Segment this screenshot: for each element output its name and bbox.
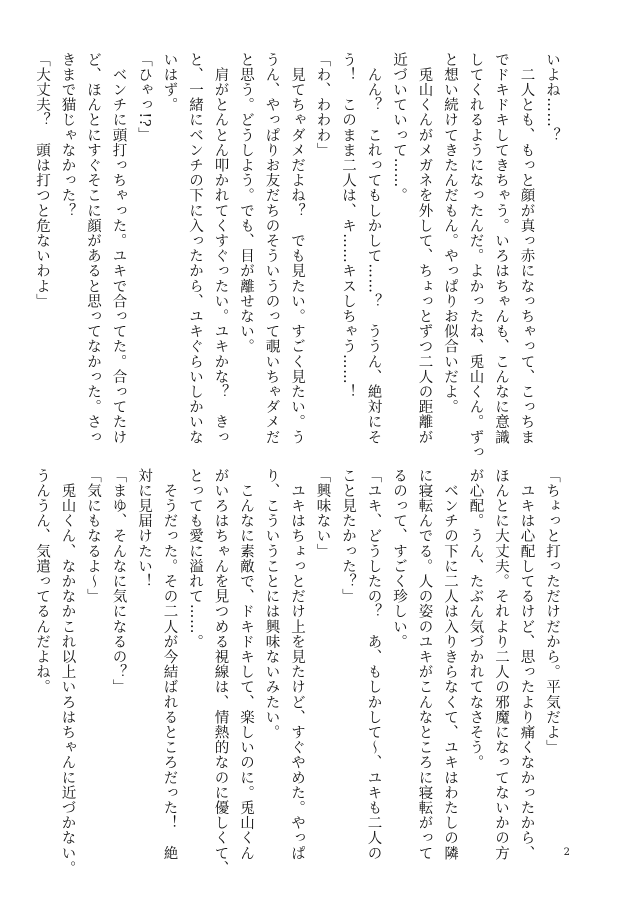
text-line: 「まゆ、そんなに気になるの？」 — [110, 468, 127, 695]
text-line: と想い続けてきたんだもん。やっぱりお似合いだよ。 — [442, 52, 458, 415]
text-line: とっても愛に溢れて……。 — [187, 468, 203, 650]
text-line: 兎山くんがメガネを外して、ちょっとずつ二人の距離が — [416, 52, 433, 445]
text-line: んん？ これってもしかして……？ ううん、絶対にそ — [365, 52, 382, 445]
text-line: こんなに素敵で、ドキドキして、楽しいのに。兎山くん — [238, 468, 254, 861]
page-number: 2 — [563, 847, 570, 858]
text-line: うん、やっぱりお友だちのそういうのって覗いちゃダメだ — [263, 52, 280, 445]
text-line: 「ひゃっ!?」 — [136, 52, 152, 143]
text-line: ほんとに大丈夫。それより二人の邪魔になってないかの方 — [493, 468, 509, 861]
text-line: でドキドキしてきちゃう。いろはちゃんも、こんなに意識 — [493, 52, 509, 445]
text-line: う！ このまま二人は、キ……キスしちゃう……！ — [340, 52, 356, 400]
text-line: がいろはちゃんを見つめる視線は、情熱的なのに優しくて、 — [212, 468, 229, 876]
text-line: と、一緒にベンチの下に入ったから、ユキぐらいしかいな — [187, 52, 203, 445]
text-line: 「大丈夫？ 頭は打つと危ないわよ」 — [34, 52, 50, 309]
upper-text-block — [29, 52, 565, 460]
text-line: きまで猫じゃなかった？ — [59, 52, 76, 219]
text-line: り、こういうことには興味ないみたい。 — [263, 468, 280, 740]
text-line: 二人とも、もっと顔が真っ赤になっちゃって、こっちま — [518, 52, 535, 445]
text-line: と思う。どうしよう。でも、目が離せない。 — [238, 52, 254, 354]
text-line: ユキはちょっとだけ上を見たけど、すぐやめた。やっぱ — [289, 468, 305, 861]
text-line: 見てちゃダメだよね？ でも見たい。すごく見たい。う — [289, 52, 305, 445]
text-line: 肩がとんとん叩かれてくすぐったい。ユキかな？ きっ — [212, 52, 229, 445]
text-line: ユキは心配してるけど、思ったより痛くなかったから、 — [518, 468, 535, 861]
text-line: に寝転んでる。人の姿のユキがこんなところに寝転がって — [416, 468, 433, 861]
text-line: ベンチの下に二人は入りきらなくて、ユキはわたしの隣 — [442, 468, 458, 861]
text-line: してくれるようになったんだ。よかったね、兎山くん。ずっ — [467, 52, 484, 460]
text-line: 「興味ない」 — [314, 468, 331, 559]
text-line: ベンチに頭打っちゃった。ユキで合ってた。合ってたけ — [110, 52, 127, 445]
text-line: 「ちょっと打っただけだから。平気だよ」 — [544, 468, 560, 755]
lower-text-block — [29, 468, 565, 876]
text-line: 「ユキ、どうしたの？ あ、もしかして～、ユキも二人の — [365, 468, 382, 861]
text-line: いよね……？ — [544, 52, 560, 143]
text-line: うんうん、気遣ってるんだよね。 — [34, 468, 50, 695]
text-line: 「わ、わわわ」 — [314, 52, 331, 158]
text-line: こと見たかった？」 — [340, 468, 356, 604]
text-line: 近づいていって……。 — [391, 52, 407, 203]
text-line: が心配。うん、たぶん気づかれてなさそう。 — [467, 468, 484, 770]
text-line: 対に見届けたい！ — [136, 468, 152, 589]
text-line: 兎山くん、なかなかこれ以上いろはちゃんに近づかない。 — [59, 468, 76, 876]
text-line: るのって、すごく珍しい。 — [391, 468, 407, 650]
text-line: ど、ほんとにすぐそこに顔があると思ってなかった。さっ — [85, 52, 101, 445]
text-line: 「気にもなるよ～」 — [85, 468, 101, 604]
text-line: いはず。 — [161, 52, 178, 113]
text-line: そうだった。その二人が今結ばれるところだった！ 絶 — [161, 468, 178, 861]
